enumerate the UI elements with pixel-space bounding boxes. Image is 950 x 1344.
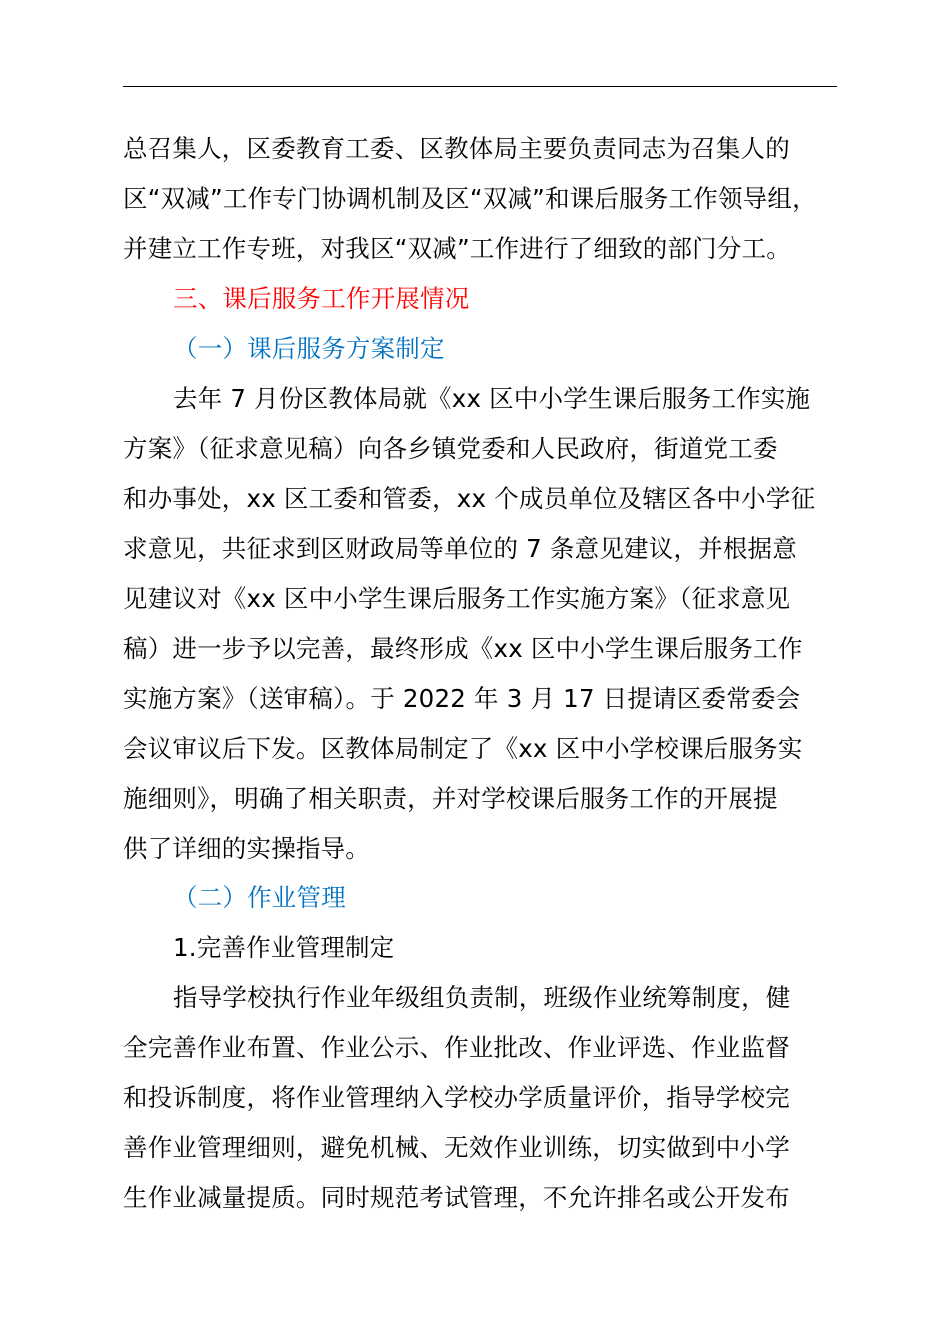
body-line: 实施方案》（送审稿）。于 2022 年 3 月 17 日提请区委常委会 xyxy=(123,684,801,713)
body-line: 供了详细的实操指导。 xyxy=(123,834,370,863)
body-line: 和办事处，xx 区工委和管委，xx 个成员单位及辖区各中小学征 xyxy=(123,484,816,513)
body-line: 善作业管理细则，避免机械、无效作业训练，切实做到中小学 xyxy=(123,1133,790,1162)
subsection-heading: （一）课后服务方案制定 xyxy=(173,334,445,363)
body-line: 生作业减量提质。同时规范考试管理，不允许排名或公开发布 xyxy=(123,1183,790,1212)
body-line: 全完善作业布置、作业公示、作业批改、作业评选、作业监督 xyxy=(123,1033,790,1062)
header-rule xyxy=(123,86,837,87)
body-line: 会议审议后下发。区教体局制定了《xx 区中小学校课后服务实 xyxy=(123,734,803,763)
paragraph-first-line: 去年 7 月份区教体局就《xx 区中小学生课后服务工作实施 xyxy=(173,384,811,413)
body-line: 并建立工作专班，对我区“双减”工作进行了细致的部门分工。 xyxy=(123,234,791,263)
body-line: 总召集人，区委教育工委、区教体局主要负责同志为召集人的 xyxy=(123,134,790,163)
body-line: 施细则》，明确了相关职责，并对学校课后服务工作的开展提 xyxy=(123,784,778,813)
item-heading: 1.完善作业管理制定 xyxy=(173,933,395,962)
paragraph-first-line: 指导学校执行作业年级组负责制，班级作业统筹制度，健 xyxy=(173,983,791,1012)
subsection-heading: （二）作业管理 xyxy=(173,883,346,912)
body-line: 区“双减”工作专门协调机制及区“双减”和课后服务工作领导组， xyxy=(123,184,817,213)
body-line: 和投诉制度，将作业管理纳入学校办学质量评价，指导学校完 xyxy=(123,1083,790,1112)
body-line: 求意见，共征求到区财政局等单位的 7 条意见建议，并根据意 xyxy=(123,534,797,563)
body-line: 稿）进一步予以完善，最终形成《xx 区中小学生课后服务工作 xyxy=(123,634,803,663)
section-heading: 三、课后服务工作开展情况 xyxy=(173,284,470,313)
body-line: 见建议对《xx 区中小学生课后服务工作实施方案》（征求意见 xyxy=(123,584,791,613)
body-line: 方案》（征求意见稿）向各乡镇党委和人民政府，街道党工委 xyxy=(123,434,778,463)
